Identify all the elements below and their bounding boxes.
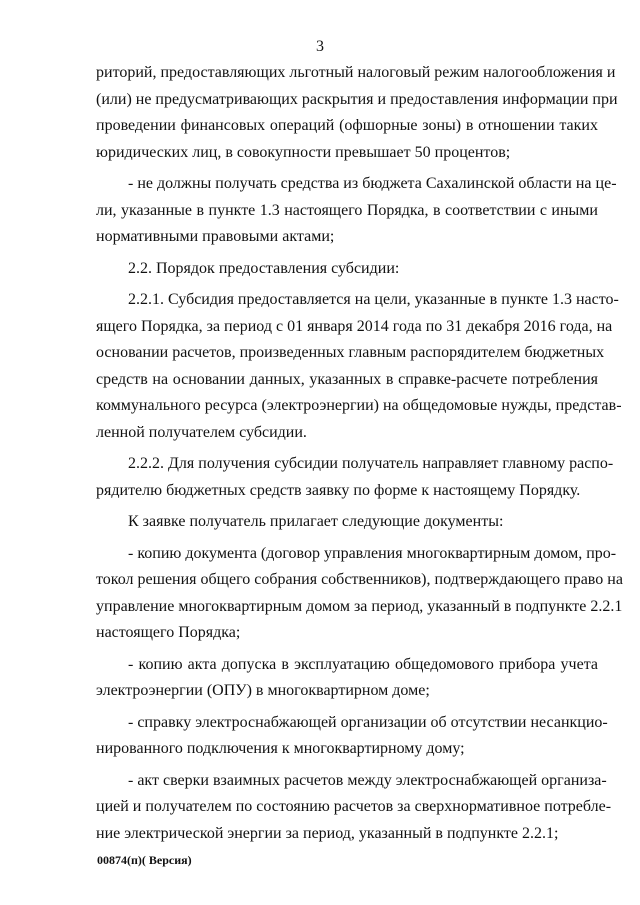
text-line: управление многоквартирным домом за период, указанный в подпункте 2.2.1 xyxy=(96,597,623,615)
text-line: электроэнергии (ОПУ) в многоквартирном доме; xyxy=(96,682,430,699)
text-line: юридических лиц, в совокупности превышает 50 процентов; xyxy=(96,143,511,161)
text-line: 2.2.1. Субсидия предоставляется на цели, указанные в пункте 1.3 насто- xyxy=(128,291,619,308)
list-item-supplier-certificate xyxy=(96,710,608,763)
text-line: - копию акта допуска в эксплуатацию общедомового прибора учета xyxy=(128,655,598,673)
text-line: проведении финансовых операций (офшорные зоны) в отношении таких xyxy=(96,117,598,134)
paragraph-budget-funds xyxy=(96,171,617,251)
paragraph-offshore-continuation xyxy=(96,60,618,166)
text-line: настоящего Порядка; xyxy=(96,624,241,641)
text-line: рядителю бюджетных средств заявку по форме к настоящему Порядку. xyxy=(96,481,581,499)
list-item-management-document xyxy=(96,541,623,647)
paragraph-attachments-intro xyxy=(96,509,598,536)
text-line: 2.2.2. Для получения субсидии получатель направляет главному распо- xyxy=(128,455,614,472)
text-line: ние электрической энергии за период, указанный в подпункте 2.2.1; xyxy=(96,824,559,842)
list-item-meter-act xyxy=(96,652,598,705)
text-line: ли, указанные в пункте 1.3 настоящего Порядка, в соответствии с иными xyxy=(96,201,598,219)
document-footer-code: 00874(п)( Версия) xyxy=(97,853,192,867)
list-item-reconciliation-act xyxy=(96,768,612,848)
text-line: - акт сверки взаимных расчетов между электроснабжающей организа- xyxy=(128,771,607,789)
text-line: - не должны получать средства из бюджета Сахалинской области на це- xyxy=(128,175,617,192)
text-line: коммунального ресурса (электроэнергии) на общедомовые нужды, представ- xyxy=(96,397,622,414)
text-line: цией и получателем по состоянию расчетов за сверхнормативное потребле- xyxy=(96,798,612,815)
text-line: - копию документа (договор управления многоквартирным домом, про- xyxy=(128,544,617,562)
page-number: 3 xyxy=(316,38,324,55)
text-line: нированного подключения к многоквартирному дому; xyxy=(96,740,465,757)
section-heading-2-2 xyxy=(96,256,598,283)
text-line: К заявке получатель прилагает следующие документы: xyxy=(128,513,504,530)
text-line: ленной получателем субсидии. xyxy=(96,423,307,441)
text-line: 2.2. Порядок предоставления субсидии: xyxy=(128,259,400,277)
document-body xyxy=(96,60,623,847)
text-line: нормативными правовыми актами; xyxy=(96,228,335,245)
paragraph-2-2-1 xyxy=(96,287,622,446)
text-line: (или) не предусматривающих раскрытия и предоставления информации при xyxy=(96,90,618,108)
text-line: основании расчетов, произведенных главным распорядителем бюджетных xyxy=(96,344,605,361)
text-line: риторий, предоставляющих льготный налоговый режим налогообложения и xyxy=(96,64,616,81)
text-line: ящего Порядка, за период с 01 января 2014 года по 31 декабря 2016 года, на xyxy=(96,317,613,335)
text-line: токол решения общего собрания собственников), подтверждающего право на xyxy=(96,571,623,588)
text-line: средств на основании данных, указанных в справке-расчете потребления xyxy=(96,370,598,388)
text-line: - справку электроснабжающей организации об отсутствии несанкцио- xyxy=(128,713,608,731)
paragraph-2-2-2 xyxy=(96,451,614,504)
